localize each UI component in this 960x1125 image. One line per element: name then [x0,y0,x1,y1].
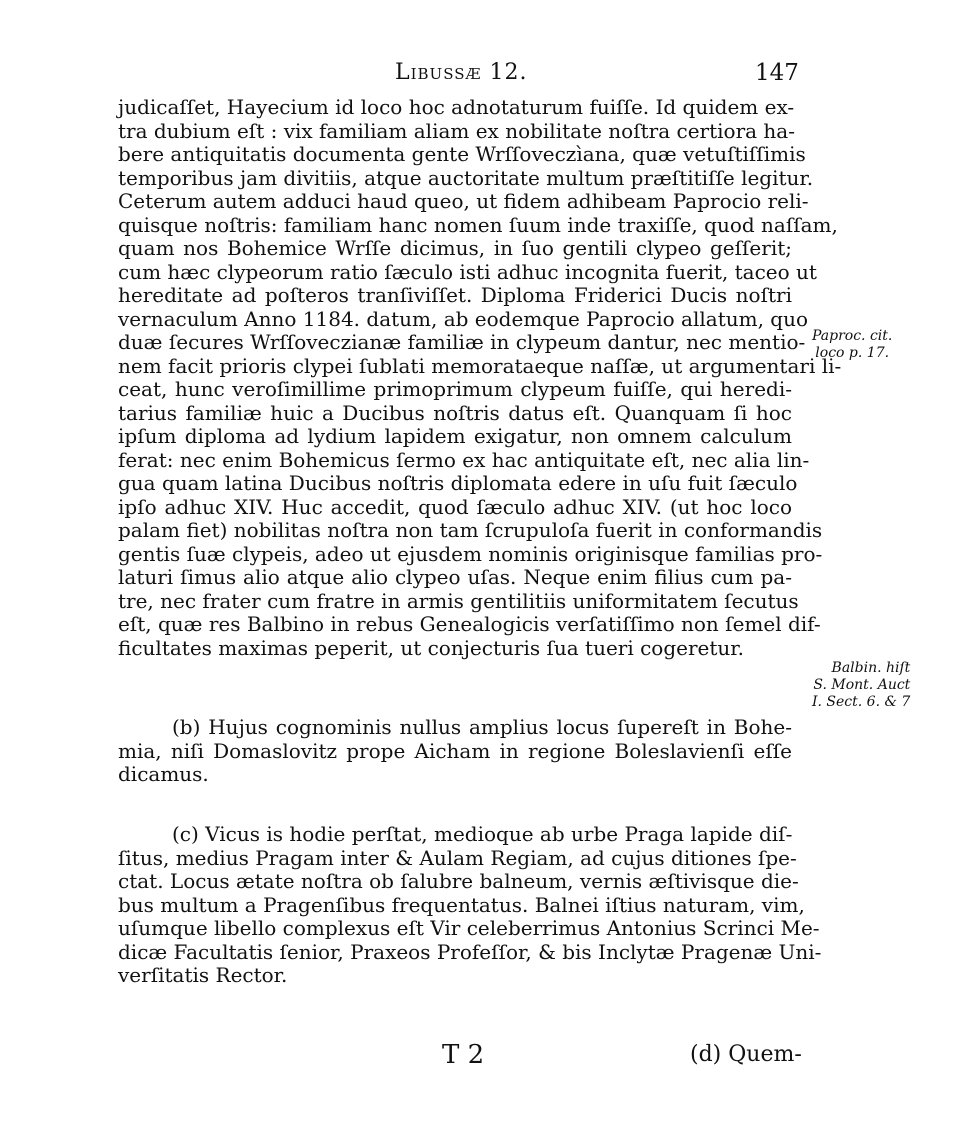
text-line: tra dubium eſt : vix familiam aliam ex nobilitate noſtra certiora ha- [118,118,795,143]
text-line: eſt, quæ res Balbino in rebus Genealogicis verſatiſſimo non ſemel dif- [118,612,821,636]
marginal-note-line: I. Sect. 6. & 7 [812,694,911,710]
text-line: ipſo adhuc XIV. Huc accedit, quod ſæculo adhuc XIV. (ut hoc loco [118,494,792,519]
footnote-line: ctat. Locus ætate noſtra ob ſalubre balneum, vernis æſtivisque die- [118,869,799,893]
text-line: judicaſſet, Hayecium id loco hoc adnotaturum fuiſſe. Id quidem ex- [118,95,795,119]
running-title: Libussæ 12. [395,60,528,85]
text-line: duæ ſecures Wrſſoveczianæ familiæ in clypeum dantur, nec mentio- [118,330,806,354]
footnote-line: (c) Vicus is hodie perſtat, medioque ab urbe Praga lapide diſ- [172,822,793,846]
catchword: (d) Quem- [690,1042,802,1067]
text-line: nem facit prioris clypei ſublati memorataeque naſſæ, ut argumentari li- [118,353,842,378]
text-line: Ceterum autem adduci haud queo, ut fidem adhibeam Paprocio reli- [118,189,809,213]
footnote-b [118,716,792,787]
footnote-line: uſumque libello complexus eſt Vir celeberrimus Antonius Scrinci Me- [118,916,820,940]
marginal-note-balbinus [812,660,910,711]
footnote-line: bus multum a Pragenſibus frequentatus. Balnei iſtius naturam, vim, [118,892,805,917]
text-line: laturi ſimus alio atque alio clypeo uſas. Neque enim filius cum pa- [118,565,792,589]
text-line: gentis ſuæ clypeis, adeo ut ejusdem nominis originisque familias pro- [118,541,823,566]
signature-mark: T 2 [442,1040,485,1070]
footnote-c [118,822,822,988]
marginal-note-line: S. Mont. Auct [813,677,911,693]
footnote-line: dicæ Facultatis ſenior, Praxeos Profeſſor, & bis Inclytæ Pragenæ Uni- [118,939,822,964]
text-line: ceat, hunc veroſimillime primoprimum clypeum fuiſſe, qui heredi- [118,377,792,401]
main-paragraph [118,95,842,660]
footnote-line: dicamus. [118,762,209,786]
text-line: tarius familiæ huic a Ducibus noſtris datus eſt. Quanquam ſi hoc [118,400,792,425]
text-line: ipſum diploma ad lydium lapidem exigatur, non omnem calculum [118,424,792,448]
text-line: quam nos Bohemice Wrſſe dicimus, in ſuo gentili clypeo geſſerit; [118,236,792,260]
text-line: bere antiquitatis documenta gente Wrſſoveczìana, quæ vetuſtiſſimis [118,142,806,166]
marginal-note-paprocius [812,328,892,362]
footnote-line: (b) Hujus cognominis nullus amplius locus ſupereſt in Bohe- [172,715,792,739]
text-line: quisque noſtris: familiam hanc nomen ſuum inde traxiſſe, quod naſſam, [118,212,838,237]
marginal-note-line: loco p. 17. [815,345,890,361]
text-line: ferat: nec enim Bohemicus ſermo ex hac antiquitate eſt, nec alia lin- [118,447,810,472]
text-line: tre, nec frater cum fratre in armis gentilitiis uniformitatem ſecutus [118,588,799,613]
text-line: vernaculum Anno 1184. datum, ab eodemque Paprocio allatum, quo [118,306,809,331]
footnote-line: ſitus, medius Pragam inter & Aulam Regiam, ad cujus ditiones ſpe- [118,845,797,870]
text-line: hereditate ad poſteros tranſiviſſet. Diploma Friderici Ducis noſtri [118,283,792,307]
marginal-note-line: Balbin. hiſt [831,660,911,676]
text-line: ficultates maximas peperit, ut conjecturis ſua tueri cogeretur. [118,635,745,660]
text-line: temporibus jam divitiis, atque auctoritate multum præſtitiſſe legitur. [118,165,814,190]
marginal-note-line: Paproc. cit. [812,328,893,344]
page-number: 147 [755,60,799,86]
footnote-line: verſitatis Rector. [118,963,288,987]
text-line: cum hæc clypeorum ratio ſæculo isti adhuc incognita fuerit, taceo ut [118,259,817,284]
footnote-line: mia, niſi Domaslovitz prope Aicham in regione Boleslavienſi eſſe [118,738,792,763]
text-line: palam fiet) nobilitas noſtra non tam ſcrupuloſa fuerit in conformandis [118,518,823,542]
text-line: gua quam latina Ducibus noſtris diplomata edere in uſu fuit ſæculo [118,471,798,495]
